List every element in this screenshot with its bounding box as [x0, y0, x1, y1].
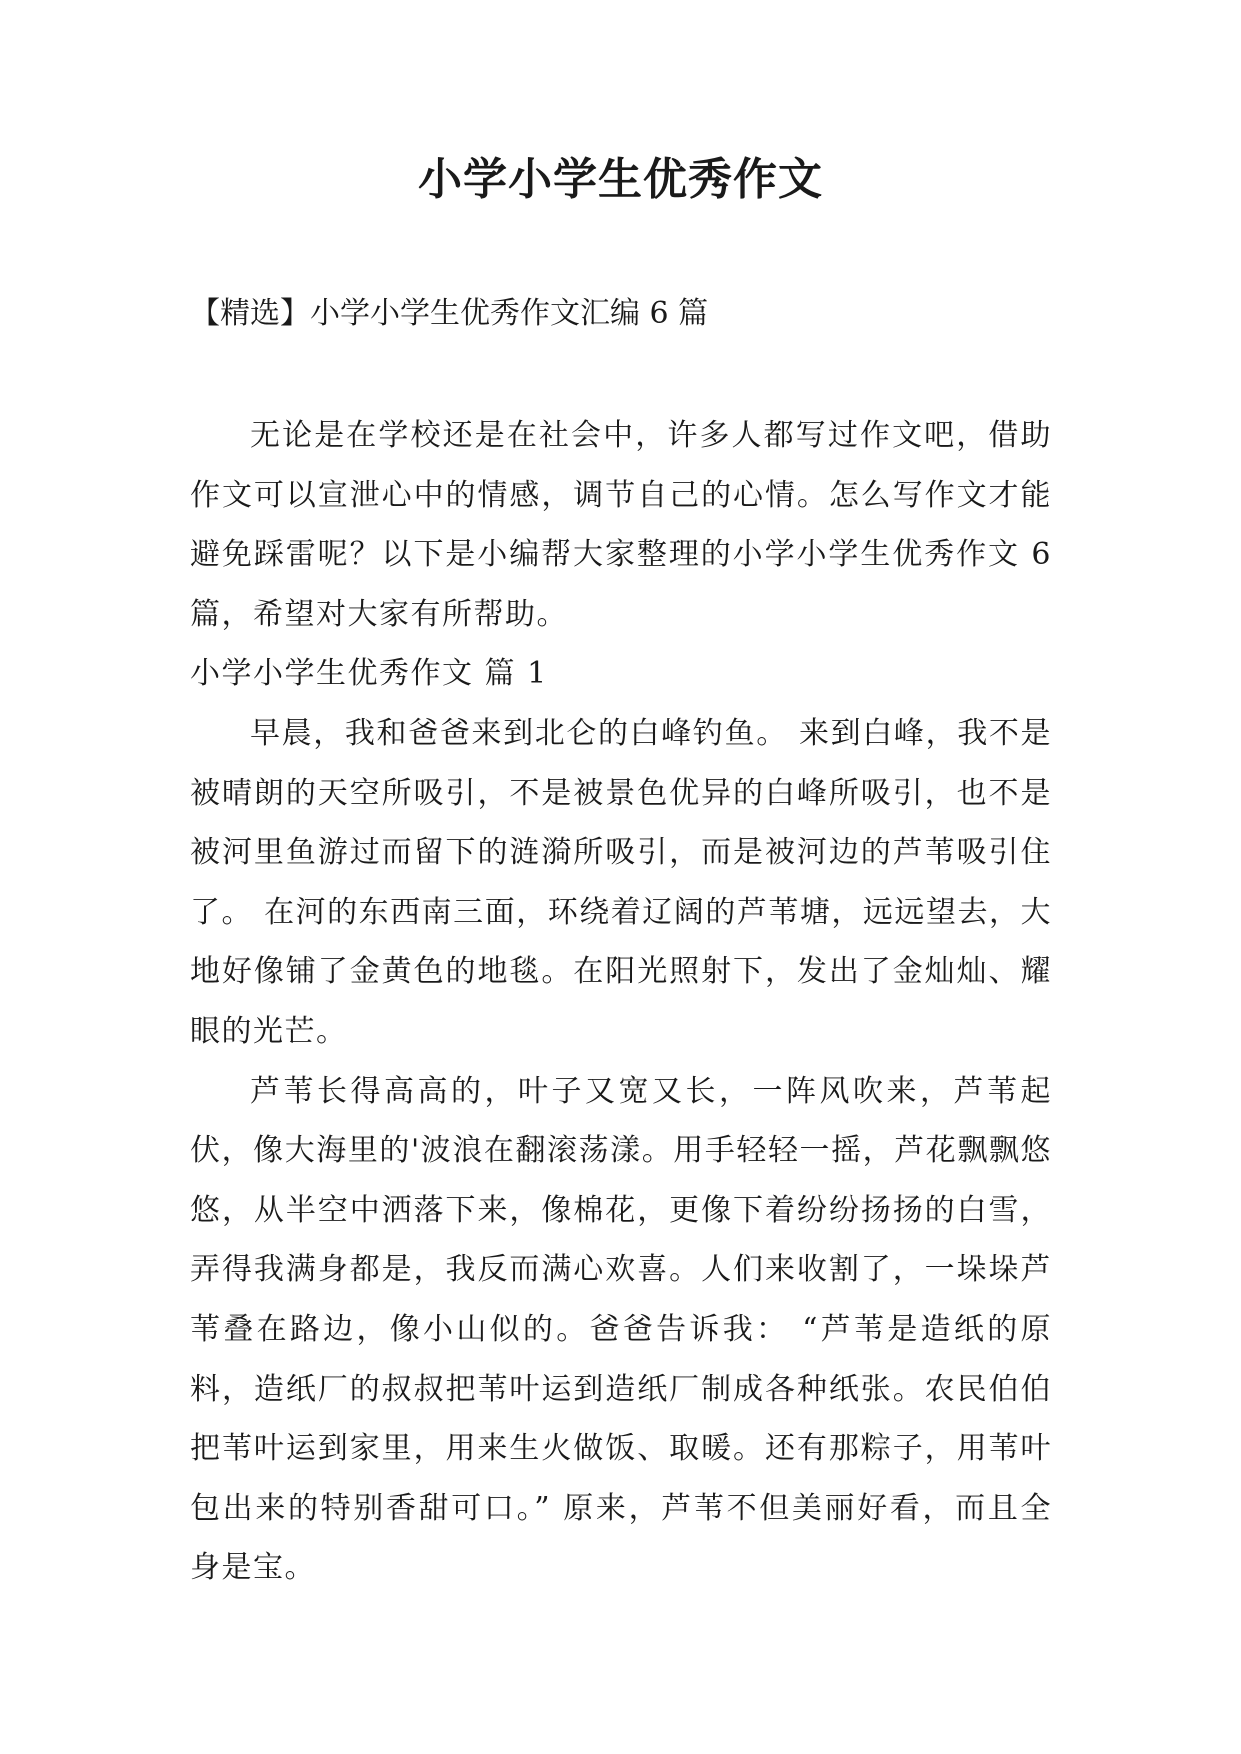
section-heading: 小学小学生优秀作文 篇 1 — [190, 656, 548, 692]
document-title: 小学小学生优秀作文 — [418, 154, 823, 205]
body-paragraph-2: 芦苇长得高高的，叶子又宽又长，一阵风吹来，芦苇起伏，像大海里的'波浪在翻滚荡漾。用手轻轻一摇，芦花飘飘悠悠，从半空中洒落下来，像棉花，更像下着纷纷扬扬的白雪，弄得我满身都是，我反而满心欢喜。人们来收割了，一垛垛芦苇叠在路边，像小山似的。爸爸告诉我： “芦苇是造纸的原料，造纸厂的叔叔把苇叶运到造纸厂制成各种纸张。农民伯伯把苇叶运到家里，用来生火做饭、取暖。还有那粽子，用苇叶包出来的特别香甜可口。” 原来，芦苇不但美丽好看，而且全身是宝。 — [190, 1073, 1052, 1586]
document-body — [190, 406, 1052, 1598]
body-paragraph-1: 早晨，我和爸爸来到北仑的白峰钓鱼。 来到白峰，我不是被晴朗的天空所吸引，不是被景色优异的白峰所吸引，也不是被河里鱼游过而留下的涟漪所吸引，而是被河边的芦苇吸引住了。 在河的东西南三面，环绕着辽阔的芦苇塘，远远望去，大地好像铺了金黄色的地毯。在阳光照射下，发出了金灿灿、耀眼的光芒。 — [190, 715, 1052, 1049]
intro-paragraph: 无论是在学校还是在社会中，许多人都写过作文吧，借助作文可以宣泄心中的情感，调节自己的心情。怎么写作文才能避免踩雷呢？以下是小编帮大家整理的小学小学生优秀作文 6 篇，希望对大家有所帮助。 — [190, 418, 1052, 632]
document-subtitle: 【精选】小学小学生优秀作文汇编 6 篇 — [190, 296, 709, 331]
